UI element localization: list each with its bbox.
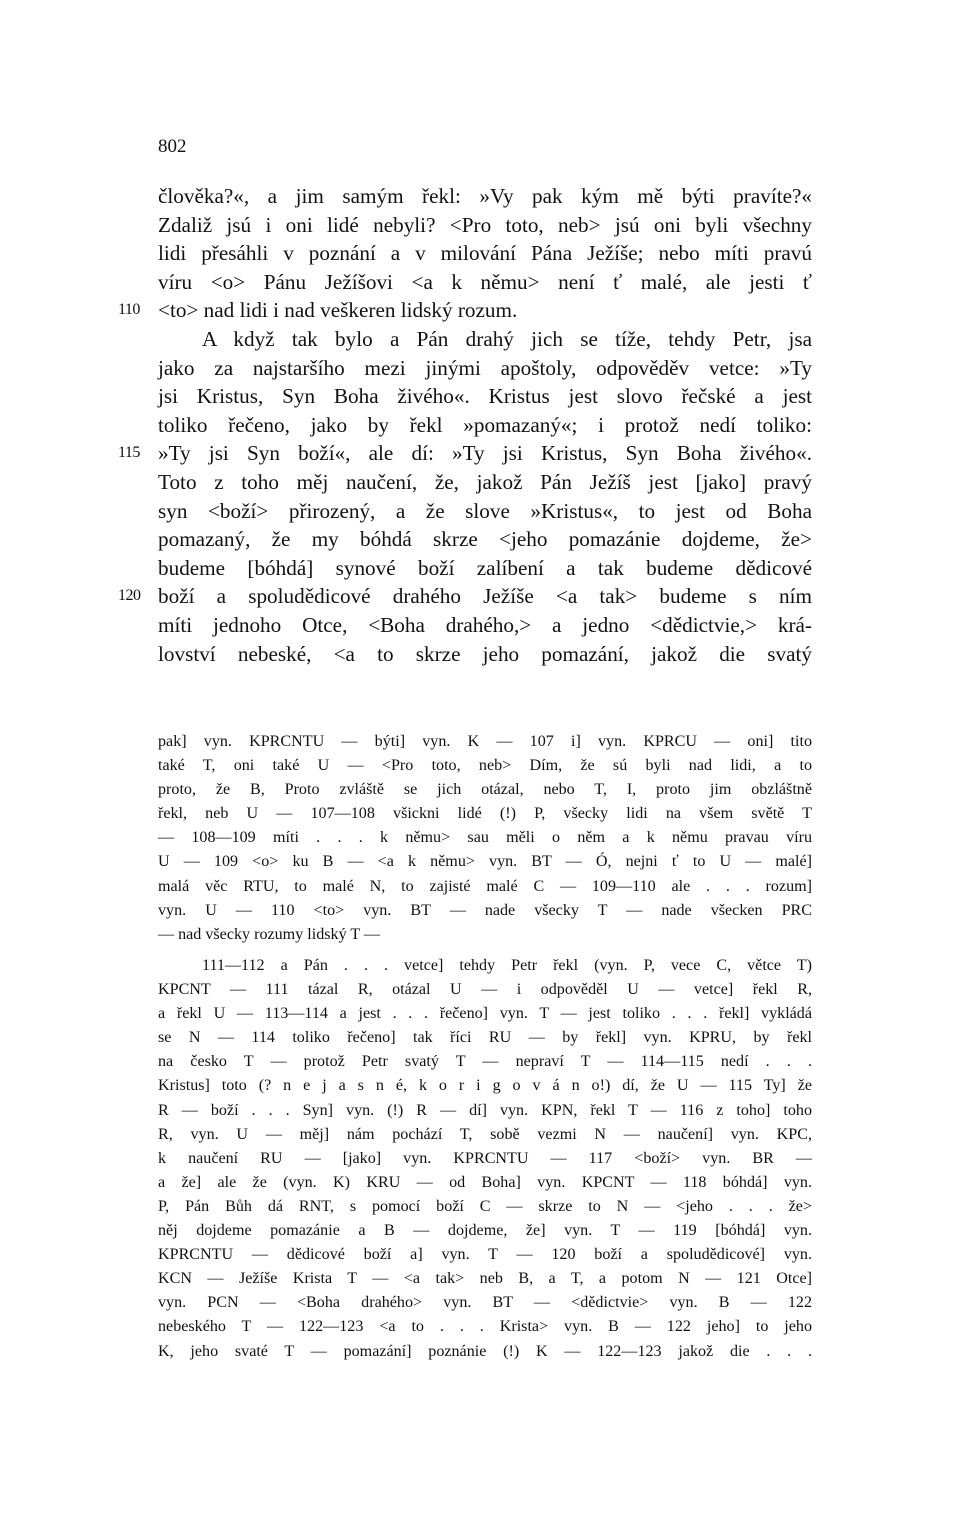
text-line [158,497,812,526]
line-text: člověka?«, a jim samým řekl: »Vy pak kým mě býti pravíte?« [158,184,812,208]
note-line: něj dojdeme pomazánie a B — dojdeme, že] vyn. T — 119 [bóhdá] vyn. [158,1222,812,1240]
text-line [158,268,812,297]
text-line [158,239,812,268]
line-text: míti jednoho Otce, <Boha drahého,> a jedno <dědictvie,> krá- [158,612,812,637]
note-line: 111—112 a Pán . . . vetce] tehdy Petr řekl (vyn. P, vece C, větce T) [202,957,812,974]
line-text: Toto z toho měj naučení, že, jakož Pán Ježíš jest [jako] pravý [158,469,812,494]
note-line: se N — 114 toliko řečeno] tak říci RU — by řekl] vyn. KPRU, by řekl [158,1029,812,1047]
line-text: budeme [bóhdá] synové boží zalíbení a tak budeme dědicové [158,555,812,580]
text-line [158,411,812,440]
text-line [158,525,812,554]
line-text: <to> nad lidi i nad veškeren lidský rozum. [158,298,518,323]
note-line: — 108—109 míti . . . k němu> sau měli o něm a k němu pravau víru [158,829,812,847]
note-line: vyn. PCN — <Boha drahého> vyn. BT — <dědictvie> vyn. B — 122 [158,1294,812,1312]
text-line [158,211,812,240]
line-text: A když tak bylo a Pán drahý jich se tíže, tehdy Petr, jsa [202,326,812,351]
text-line [118,439,812,468]
note-line: R, vyn. U — měj] nám pochází T, sobě vezmi N — naučení] vyn. KPC, [158,1125,812,1143]
main-text [118,182,812,668]
text-line [158,354,812,383]
note-line: R — boží . . . Syn] vyn. (!) R — dí] vyn. KPN, řekl T — 116 z toho] toho [158,1101,812,1119]
line-text: »Ty jsi Syn boží«, ale dí: »Ty jsi Kristus, Syn Boha živého«. [158,441,812,466]
note-line: řekl, neb U — 107—108 všickni lidé (!) P, všecky lidi na všem světě T [158,805,812,823]
note-line: také T, oni také U — <Pro toto, neb> Dím, že sú byli nad lidi, a to [158,757,812,775]
note-line: na česko T — protož Petr svatý T — nepraví T — 114—115 nedí . . . [158,1053,812,1071]
note-line: — nad všecky rozumy lidský T — [158,925,381,943]
note-line: proto, že B, Proto zvláště se jich otázal, nebo T, I, proto jim obzláštně [158,781,812,799]
line-text: jsi Kristus, Syn Boha živého«. Kristus jest slovo řečské a jest [158,384,812,409]
line-text: lidi přesáhli v poznání a v milování Pána Ježíše; nebo míti pravú [158,241,812,266]
note-line: malá věc RTU, to malé N, to zajisté malé C — 109—110 ale . . . rozum] [158,877,812,895]
line-text: toliko řečeno, jako by řekl »pomazaný«; i protož nedí toliko: [158,412,812,437]
text-line [118,296,812,325]
line-number: 115 [118,444,140,462]
note-line: vyn. U — 110 <to> vyn. BT — nade všecky T — nade všecken PRC [158,901,812,919]
critical-apparatus-2 [158,954,812,1364]
note-line: K, jeho svaté T — pomazání] poznánie (!) K — 122—123 jakož die . . . [158,1342,812,1360]
note-line: a řekl U — 113—114 a jest . . . řečeno] vyn. T — jest toliko . . . řekl] vykládá [158,1005,812,1023]
line-text: víru <o> Pánu Ježíšovi <a k němu> není ť malé, ale jesti ť [158,269,812,294]
note-line: KCN — Ježíše Krista T — <a tak> neb B, a T, a potom N — 121 Otce] [158,1270,812,1288]
line-text: jako za najstaršího mezi jinými apoštoly, odpověděv vetce: »Ty [158,355,812,380]
text-line [158,468,812,497]
text-line [158,382,812,411]
note-line: pak] vyn. KPRCNTU — býti] vyn. K — 107 i] vyn. KPRCU — oni] tito [158,733,812,750]
line-text: syn <boží> přirozený, a že slove »Kristus«, to jest od Boha [158,498,812,523]
note-line: KPCNT — 111 tázal R, otázal U — i odpověděl U — vetce] řekl R, [158,981,812,999]
line-number: 110 [118,301,140,319]
page-number: 802 [158,136,187,157]
note-line: nebeského T — 122—123 <a to . . . Krista> vyn. B — 122 jeho] to jeho [158,1318,812,1336]
line-text: Zdaliž jsú i oni lidé nebyli? <Pro toto, neb> jsú oni byli všechny [158,212,812,237]
line-text: pomazaný, že my bóhdá skrze <jeho pomazánie dojdeme, že> [158,527,812,552]
note-line: k naučení RU — [jako] vyn. KPRCNTU — 117 <boží> vyn. BR — [158,1149,812,1167]
note-line: U — 109 <o> ku B — <a k němu> vyn. BT — Ó, nejni ť to U — malé] [158,853,812,871]
note-line: a že] ale že (vyn. K) KRU — od Boha] vyn. KPCNT — 118 bóhdá] vyn. [158,1173,812,1191]
text-line [158,554,812,583]
line-number: 120 [118,587,141,605]
line-text: boží a spoludědicové drahého Ježíše <a tak> budeme s ním [158,584,812,609]
text-line [118,582,812,611]
note-line: KPRCNTU — dědicové boží a] vyn. T — 120 boží a spoludědicové] vyn. [158,1246,812,1264]
text-line [158,640,812,669]
note-line: Kristus] toto (? n e j a s n é, k o r i g o v á n o!) dí, že U — 115 Ty] že [158,1077,812,1095]
critical-apparatus-1 [158,730,812,947]
text-line [158,182,812,211]
text-line [158,325,812,354]
note-line: P, Pán Bůh dá RNT, s pomocí boží C — skrze to N — <jeho . . . že> [158,1197,812,1215]
line-text: lovství nebeské, <a to skrze jeho pomazání, jakož die svatý [158,641,812,666]
text-line [158,611,812,640]
